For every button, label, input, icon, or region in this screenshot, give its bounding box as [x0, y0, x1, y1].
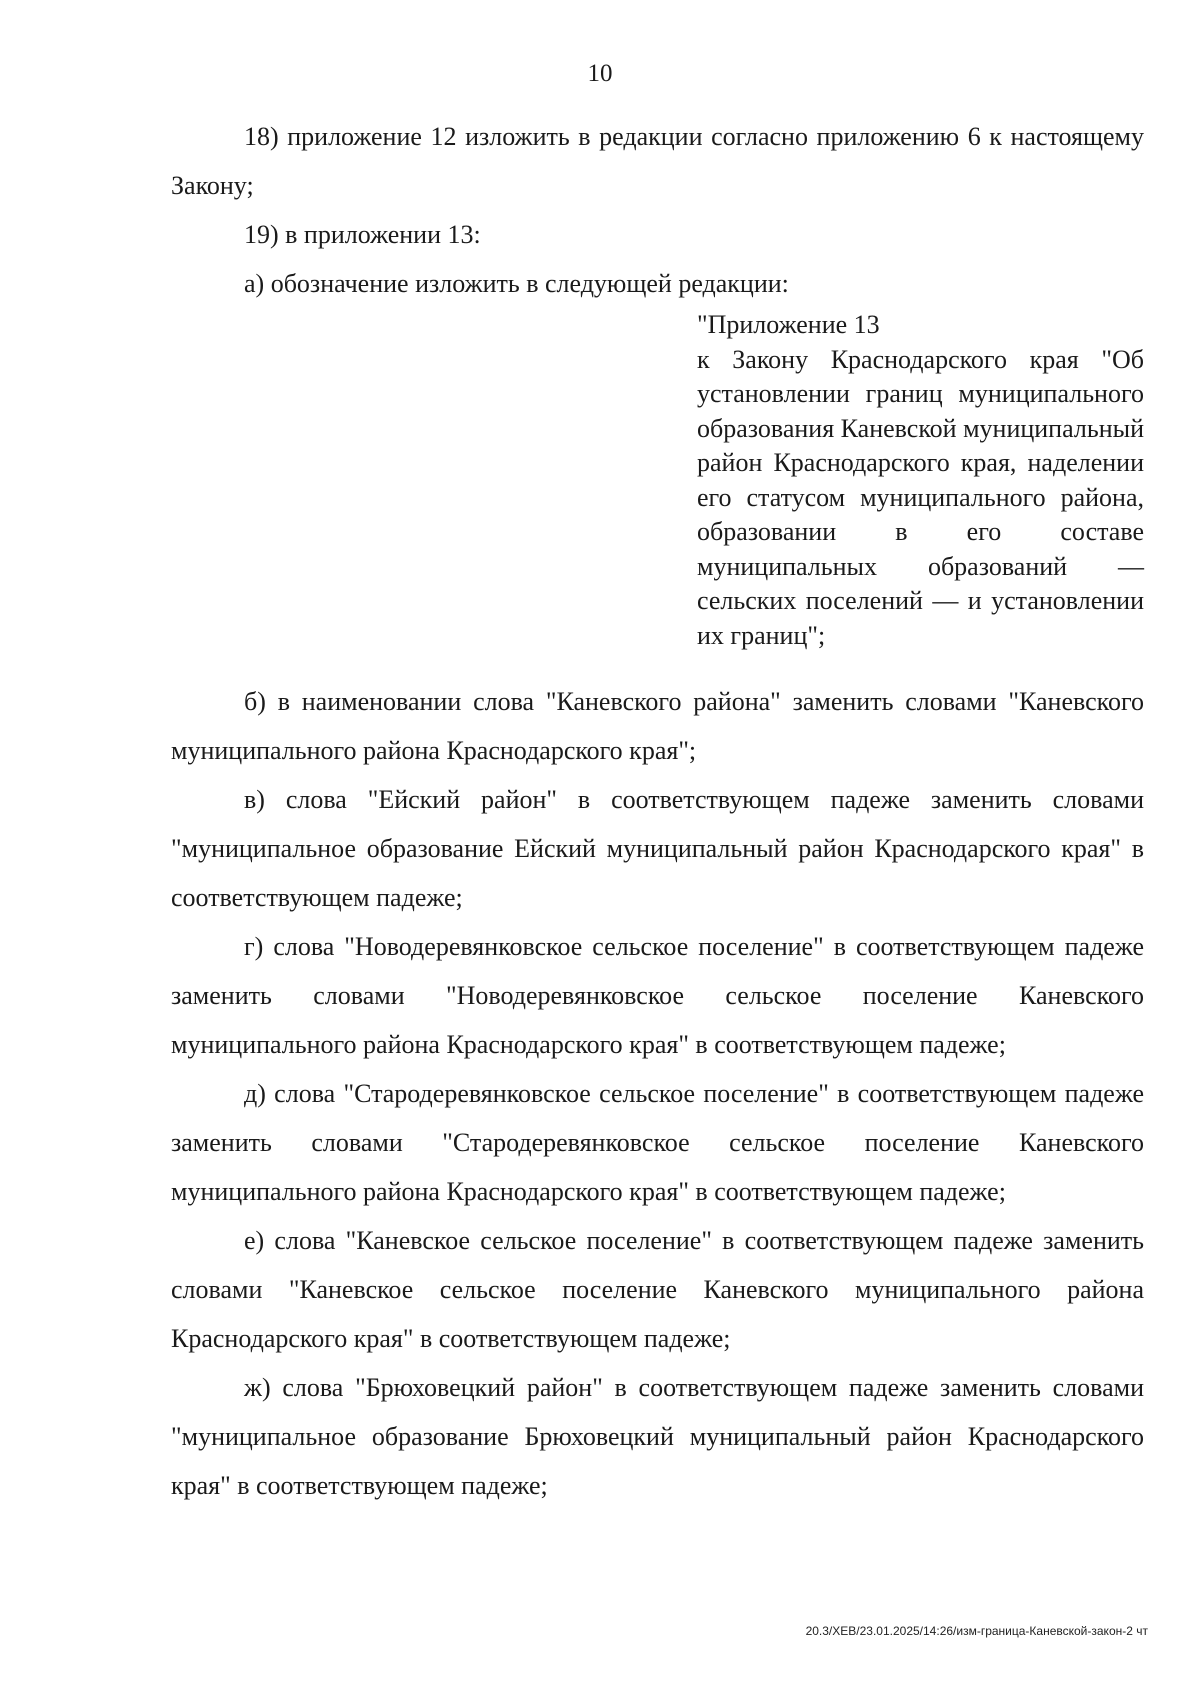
annex-text: к Закону Краснодарского края "Об установлении границ муниципального образования Каневской муниципальный район Краснодарского края, наделении его статусом муниципального района, образовании в его составе муниципальных образований — сельских поселений — и установлении их границ"; [697, 344, 1144, 650]
paragraph-subitem-d: д) слова "Стародеревянковское сельское поселение" в соответствующем падеже заменить словами "Стародеревянковское сельское поселение Каневского муниципального района Краснодарского края" в соответствующем падеже; [171, 1079, 1144, 1206]
paragraph-subitem-b: б) в наименовании слова "Каневского района" заменить словами "Каневского муниципального района Краснодарского края"; [171, 687, 1144, 765]
amendments-bottom [171, 677, 1144, 1510]
paragraph-subitem-v: в) слова "Ейский район" в соответствующем падеже заменить словами "муниципальное образование Ейский муниципальный район Краснодарского края" в соответствующем падеже; [171, 785, 1144, 912]
amendments-top [171, 112, 1144, 308]
annex-designation-block [697, 308, 1144, 653]
paragraph-item-18: 18) приложение 12 изложить в редакции согласно приложению 6 к настоящему Закону; [171, 122, 1144, 200]
paragraph-subitem-zh: ж) слова "Брюховецкий район" в соответствующем падеже заменить словами "муниципальное образование Брюховецкий муниципальный район Краснодарского края" в соответствующем падеже; [171, 1373, 1144, 1500]
annex-title: "Приложение 13 [697, 310, 880, 339]
paragraph-subitem-e: е) слова "Каневское сельское поселение" в соответствующем падеже заменить словами "Каневское сельское поселение Каневского муниципального района Краснодарского края" в соответствующем падеже; [171, 1226, 1144, 1353]
paragraph-subitem-a: а) обозначение изложить в следующей редакции: [244, 269, 789, 298]
page-number: 10 [587, 60, 613, 87]
document-footer-code: 20.3/ХЕВ/23.01.2025/14:26/изм-граница-Каневской-закон-2 чт [805, 1624, 1148, 1638]
paragraph-subitem-g: г) слова "Новодеревянковское сельское поселение" в соответствующем падеже заменить словами "Новодеревянковское сельское поселение Каневского муниципального района Краснодарского края" в соответствующем падеже; [171, 932, 1144, 1059]
paragraph-item-19: 19) в приложении 13: [244, 220, 481, 249]
